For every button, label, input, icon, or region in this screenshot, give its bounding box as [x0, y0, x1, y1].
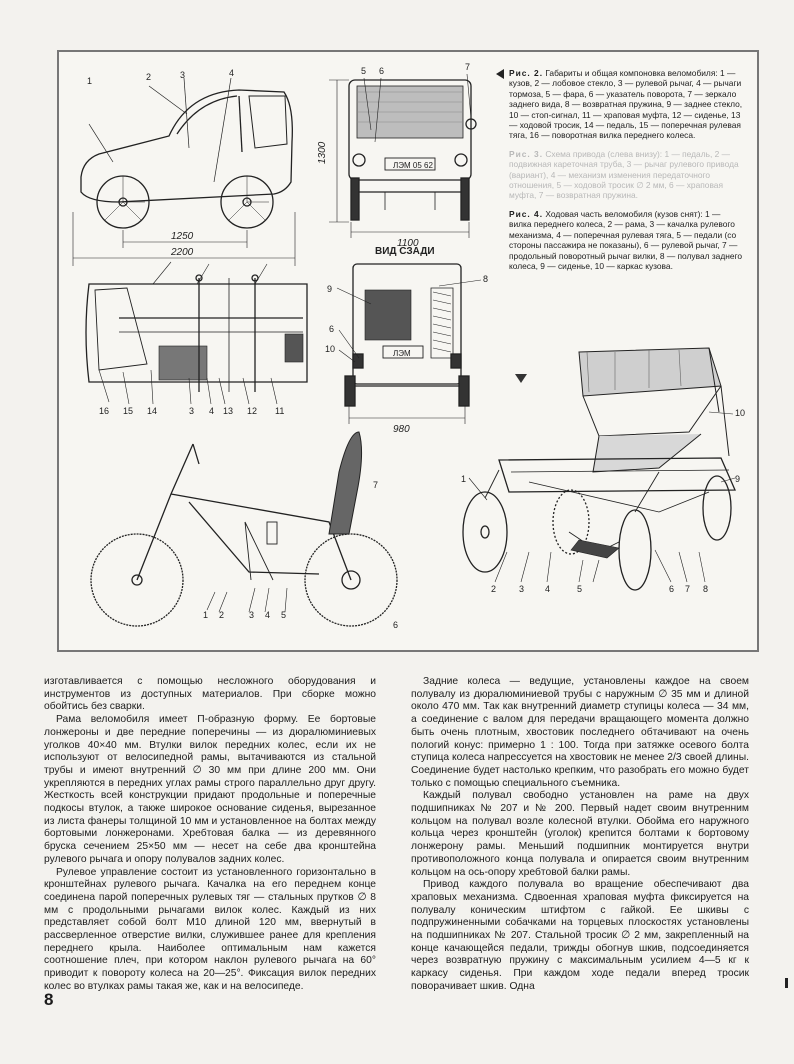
chassis-label-8: 8: [703, 584, 709, 594]
drive-label-6: 6: [393, 620, 399, 630]
side-label-3: 3: [180, 70, 186, 80]
dim-2200: 2200: [171, 247, 194, 258]
chassis-label-1: 1: [461, 474, 467, 484]
rear-view-title: ВИД СЗАДИ: [375, 246, 435, 257]
caption-fig3-title: Рис. 3.: [509, 148, 544, 159]
caption-fig2-text: Габариты и общая компоновка веломобиля: 1 — кузов, 2 — лобовое стекло, 3 — рулевой рычаг, 4 — рычаги тормоза, 5 — фара, 6 — указатель поворота, 7 — зеркало заднего вида, 8 — возвратная пружина, 9 — заднее стекло, 10 — стоп-сигнал, 11 — храповая муфта, 12 — сиденье, 13 — ходовой тросик, 14 — педаль, 15 — поперечная рулевая тяга, 16 — поворотная вилка переднего колеса.: [509, 68, 743, 141]
right-paragraph: Каждый полувал свободно установлен на раме на двух подшипниках № 207 и № 200. Первый надет своим внутренним кольцом на полувал возле колесной втулки. Обойма его наружного кольца через кронштейн (уголок) крепится болтами к бортовому лонжерону рамы. Меньший подшипник монтируется внутри противоположного конца полувала и опирается своим внутренним кольцом на ось-опору хребтовой балки рамы.: [411, 790, 749, 878]
top-label-13: 13: [223, 406, 234, 416]
top-label-11: 11: [275, 406, 285, 416]
caption-fig3-text: Схема привода (слева внизу): 1 — педаль, 2 — подвижная кареточная труба, 3 — рычаг рулевого привода (вариант), 4 — механизм изменения передаточного отношения, 5 — ходовой тросик ∅ 2 мм, 6 — храповая муфта, 7 — возвратная пружина.: [509, 148, 739, 201]
caption-fig4-title: Рис. 4.: [509, 208, 544, 219]
front-label-5: 5: [361, 66, 367, 76]
top-label-16: 16: [99, 406, 110, 416]
top-view-drawing: [86, 262, 307, 404]
drive-label-1: 1: [203, 610, 209, 620]
top-label-14: 14: [147, 406, 158, 416]
front-plate: ЛЭМ 05 62: [393, 161, 433, 170]
caption-fig4-text: Ходовая часть веломобиля (кузов снят): 1 — вилка переднего колеса, 2 — рама, 3 — качалка рулевого механизма, 4 — поперечная рулевая тяга, 5 — педали (со стороны пассажира не показаны), 6 — рулевой рычаг, 7 — продольный поворотный рычаг вилки, 8 — полувал заднего колеса, 9 — сиденье, 10 — каркас кузова.: [509, 208, 743, 271]
chassis-label-2: 2: [491, 584, 497, 594]
caption-fig4: [509, 209, 745, 271]
chassis-label-10: 10: [735, 408, 746, 418]
drive-label-7: 7: [373, 480, 379, 490]
left-paragraph: изготавливается с помощью несложного оборудования и инструментов из доступных материалов. При сборке можно обойтись без сварки.: [44, 676, 376, 713]
caption-fig2: [509, 68, 745, 141]
figure-captions: [509, 68, 745, 279]
drive-label-5: 5: [281, 610, 287, 620]
front-label-7: 7: [465, 62, 471, 72]
caption-fig3: [509, 149, 745, 201]
left-paragraph: Рулевое управление состоит из установленного горизонтально в кронштейнах рулевого рычага. Качалка на его переднем конце соединена парой поперечных рулевых тяг — стальных прутков ∅ 8 мм с продольными рычагами вилок колес. Каждый из них представляет собой болт М10 длиной 120 мм, ввернутый в рассверленное отверстие вилки, служившее ранее для крепления переднего крыла. Наиболее оптимальным нам кажется соотношение плеч, при котором наклон рулевого рычага на 60° приводит к повороту колеса на 20—25°. Фиксация вилок передних колес во втулках рамы такая же, как и на велосипеде.: [44, 866, 376, 992]
front-view-drawing: [329, 74, 476, 238]
rear-plate: ЛЭМ: [393, 349, 411, 358]
top-label-4: 4: [209, 406, 215, 416]
caption-arrow-left-icon: [496, 69, 504, 79]
chassis-label-6: 6: [669, 584, 675, 594]
dim-980: 980: [393, 424, 410, 435]
article-column-left: [44, 676, 376, 994]
right-paragraph: Задние колеса — ведущие, установлены каждое на своем полувалу из дюралюминиевой трубы с наружным ∅ 35 мм и длиной около 470 мм. Так как внутренний диаметр ступицы колеса — 34 мм, а соединение с валом для передачи вращающего момента должно быть очень плотным, хвостовик последнего обтачивают на очень пологий конус: примерно 1 : 100. Тогда при затяжке осевого болта ступица колеса напрессуется на хвостовик не менее 2/3 своей длины. Соединение будет настолько крепким, что разобрать его можно будет только с помощью специального съемника.: [411, 676, 749, 789]
rear-label-8: 8: [483, 274, 489, 284]
top-label-15: 15: [123, 406, 134, 416]
rear-view-drawing: [337, 264, 481, 424]
side-label-2: 2: [146, 72, 152, 82]
drive-label-2: 2: [219, 610, 225, 620]
page-number: 8: [44, 990, 54, 1009]
drive-label-3: 3: [249, 610, 255, 620]
article-column-right: [411, 676, 749, 994]
chassis-drawing: [463, 348, 735, 590]
caption-fig2-title: Рис. 2.: [509, 68, 544, 78]
dim-1250: 1250: [171, 231, 194, 242]
caption-arrow-down-icon: [515, 374, 527, 383]
rear-label-9: 9: [327, 284, 333, 294]
chassis-label-3: 3: [519, 584, 525, 594]
side-label-1: 1: [87, 76, 93, 86]
dim-1100: 1100: [397, 238, 419, 249]
chassis-label-5: 5: [577, 584, 583, 594]
rear-label-6: 6: [329, 324, 335, 334]
drive-scheme-drawing: [91, 432, 397, 626]
side-label-4: 4: [229, 68, 235, 78]
rear-label-10: 10: [325, 344, 336, 354]
chassis-label-4: 4: [545, 584, 551, 594]
front-label-6: 6: [379, 66, 385, 76]
drive-label-4: 4: [265, 610, 271, 620]
dim-1300: 1300: [317, 141, 328, 164]
right-paragraph: Привод каждого полувала во вращение обеспечивают два храповых механизма. Сдвоенная храповая муфта фиксируется на полувалу коническим штифтом с гайкой. Ее шкивы с подпружиненными собачками на торцевых плоскостях установлены на подшипниках № 207. Стальной тросик ∅ 2 мм, закрепленный на конце качающейся педали, трижды обогнув шкив, подсоединяется через возвратную пружину с максимальным усилием 4—5 кг к каркасу сиденья. При каждом ходе педали вперед тросик поворачивает шкив. Одна: [411, 879, 749, 992]
top-label-3: 3: [189, 406, 195, 416]
chassis-label-9: 9: [735, 474, 741, 484]
top-label-12: 12: [247, 406, 258, 416]
left-paragraph: Рама веломобиля имеет П-образную форму. Ее бортовые лонжероны и две передние поперечины — из дюралюминиевых уголков 40×40 мм. Втулки вилок передних колес, если их не используют от велосипедной рамы, вытачиваются из стальной трубы и имеют внутренний ∅ 30 мм при длине 200 мм. Они укрепляются в передних углах рамы строго параллельно друг другу. Жесткость всей конструкции придают продольные и поперечные подкосы втулок, а также широкое основание сиденья, вырезанное из листа фанеры толщиной 10 мм и установленное на болтах между бортовыми лонжеронами. Хребтовая балка — из деревянного бруска сечением 25×50 мм — несет на себе два кронштейна рулевого рычага и опору полувалов задних колес.: [44, 714, 376, 865]
chassis-label-7: 7: [685, 584, 691, 594]
edge-mark: [785, 978, 788, 988]
